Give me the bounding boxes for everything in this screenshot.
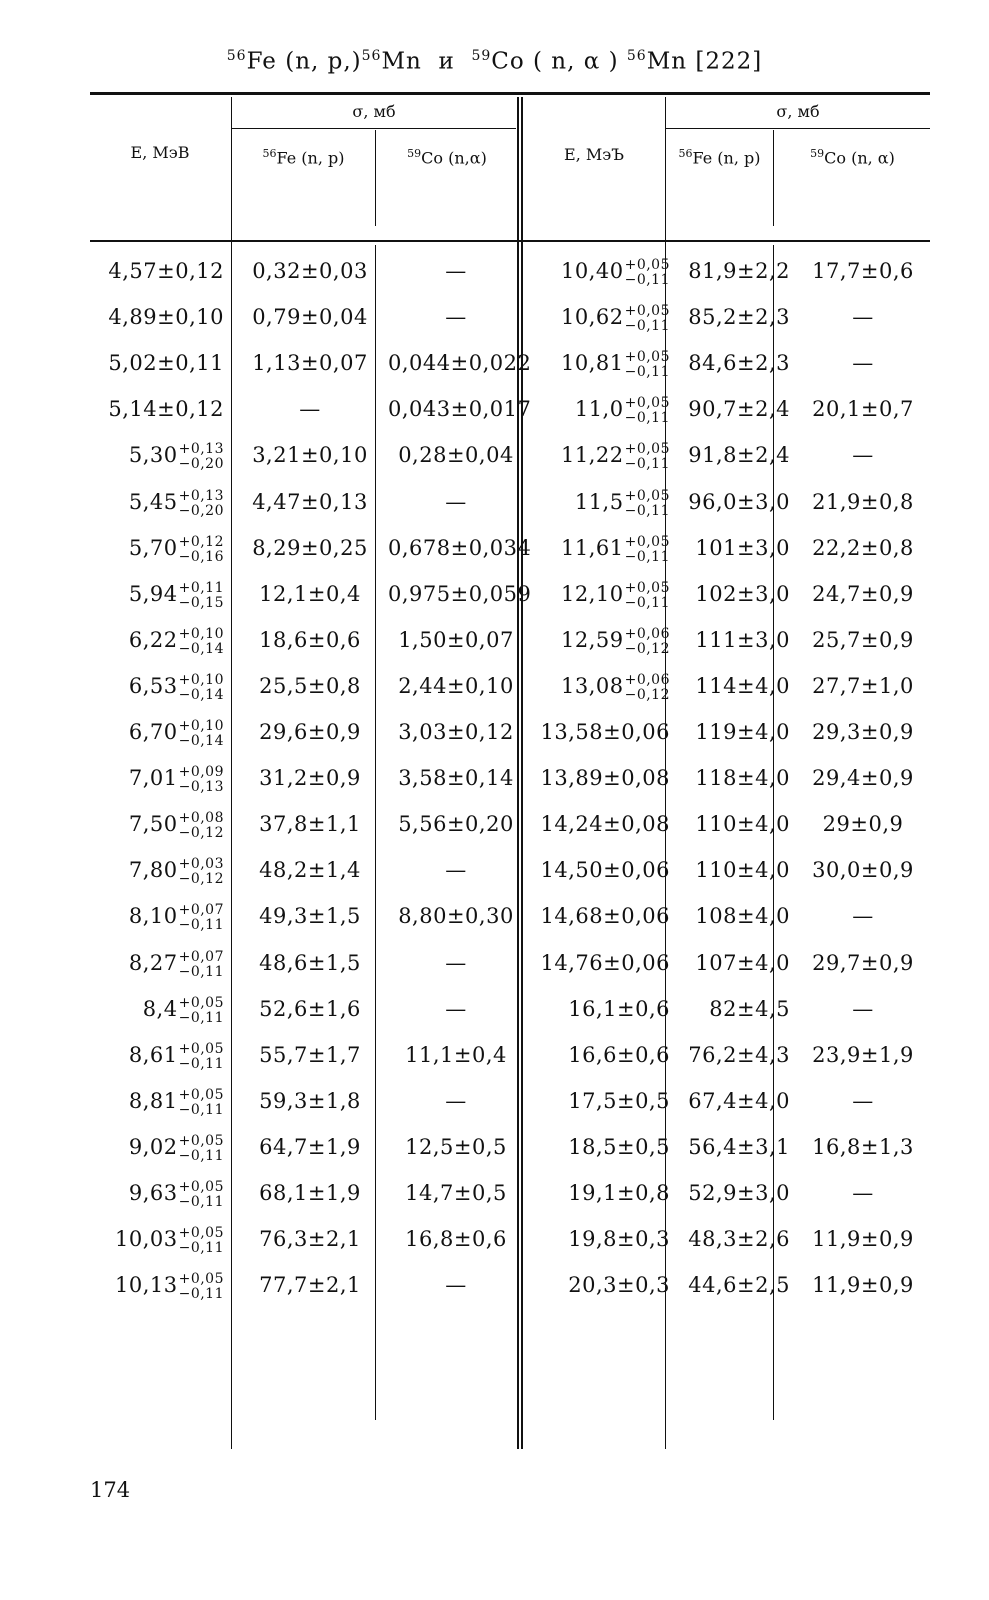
fe-sigma-cell: 101±3,0: [695, 536, 790, 560]
energy-cell: 5,94 +0,11 −0,15: [128, 579, 224, 611]
energy-cell: 11,0 +0,05 −0,11: [574, 394, 670, 426]
fe-sigma-cell: —: [299, 397, 321, 421]
co-sigma-cell: —: [445, 1273, 467, 1297]
co-sigma-cell: 22,2±0,8: [812, 536, 914, 560]
fe-sigma-cell: 55,7±1,7: [259, 1043, 361, 1067]
co-sigma-cell: 30,0±0,9: [812, 858, 914, 882]
page-number: 174: [90, 1478, 131, 1502]
header-co-left: $^{59}$Co (n,α): [407, 147, 487, 168]
fe-sigma-cell: 44,6±2,5: [688, 1273, 790, 1297]
co-sigma-cell: 25,7±0,9: [812, 628, 914, 652]
tolerance: +0,12 −0,16: [178, 533, 224, 565]
energy-cell: 16,1±0,6: [568, 997, 670, 1021]
tolerance: +0,05 −0,11: [624, 348, 670, 380]
fe-sigma-cell: 64,7±1,9: [259, 1135, 361, 1159]
co-sigma-cell: 3,58±0,14: [398, 766, 514, 790]
co-sigma-cell: 8,80±0,30: [398, 904, 514, 928]
fe-sigma-cell: 111±3,0: [695, 628, 790, 652]
co-sigma-cell: 11,9±0,9: [812, 1273, 914, 1297]
co-sigma-cell: —: [852, 1181, 874, 1205]
tolerance: +0,08 −0,12: [178, 809, 224, 841]
column-divider: [375, 130, 376, 226]
fe-sigma-cell: 31,2±0,9: [259, 766, 361, 790]
tolerance: +0,05 −0,11: [178, 994, 224, 1026]
energy-cell: 11,5 +0,05 −0,11: [574, 487, 670, 519]
fe-sigma-cell: 114±4,0: [695, 674, 790, 698]
header-sigma-right: σ, мб: [776, 102, 820, 121]
co-sigma-cell: —: [852, 351, 874, 375]
co-sigma-cell: 0,975±0,059: [388, 582, 532, 606]
fe-sigma-cell: 48,2±1,4: [259, 858, 361, 882]
fe-sigma-cell: 108±4,0: [695, 904, 790, 928]
co-sigma-cell: —: [445, 259, 467, 283]
co-sigma-cell: 14,7±0,5: [405, 1181, 507, 1205]
energy-cell: 10,13 +0,05 −0,11: [114, 1270, 224, 1302]
co-sigma-cell: 23,9±1,9: [812, 1043, 914, 1067]
fe-sigma-cell: 0,79±0,04: [252, 305, 368, 329]
fe-sigma-cell: 48,6±1,5: [259, 951, 361, 975]
fe-sigma-cell: 110±4,0: [695, 858, 790, 882]
energy-cell: 14,76±0,06: [540, 951, 670, 975]
co-sigma-cell: 16,8±0,6: [405, 1227, 507, 1251]
table-title: $^{56}$Fe (n, p,)$^{56}$Mn и $^{59}$Co ( n, α ) $^{56}$Mn [222]: [226, 48, 763, 75]
fe-sigma-cell: 59,3±1,8: [259, 1089, 361, 1113]
header-fe-right: $^{56}$Fe (n, p): [678, 147, 761, 168]
energy-cell: 8,10 +0,07 −0,11: [128, 901, 224, 933]
fe-sigma-cell: 67,4±4,0: [688, 1089, 790, 1113]
energy-cell: 13,08 +0,06 −0,12: [560, 671, 670, 703]
energy-cell: 20,3±0,3: [568, 1273, 670, 1297]
fe-sigma-cell: 118±4,0: [695, 766, 790, 790]
co-sigma-cell: 12,5±0,5: [405, 1135, 507, 1159]
fe-sigma-cell: 25,5±0,8: [259, 674, 361, 698]
energy-cell: 13,58±0,06: [540, 720, 670, 744]
energy-cell: 10,03 +0,05 −0,11: [114, 1224, 224, 1256]
fe-sigma-cell: 81,9±2,2: [688, 259, 790, 283]
tolerance: +0,05 −0,11: [624, 487, 670, 519]
energy-cell: 17,5±0,5: [568, 1089, 670, 1113]
tolerance: +0,07 −0,11: [178, 948, 224, 980]
tolerance: +0,05 −0,11: [624, 256, 670, 288]
tolerance: +0,05 −0,11: [178, 1086, 224, 1118]
fe-sigma-cell: 48,3±2,6: [688, 1227, 790, 1251]
fe-sigma-cell: 49,3±1,5: [259, 904, 361, 928]
energy-cell: 12,59 +0,06 −0,12: [560, 625, 670, 657]
co-sigma-cell: —: [445, 1089, 467, 1113]
energy-cell: 7,80 +0,03 −0,12: [128, 855, 224, 887]
tolerance: +0,07 −0,11: [178, 901, 224, 933]
fe-sigma-cell: 107±4,0: [695, 951, 790, 975]
fe-sigma-cell: 84,6±2,3: [688, 351, 790, 375]
energy-cell: 4,89±0,10: [108, 305, 224, 329]
co-sigma-cell: —: [852, 305, 874, 329]
fe-sigma-cell: 3,21±0,10: [252, 443, 368, 467]
energy-cell: 12,10 +0,05 −0,11: [560, 579, 670, 611]
tolerance: +0,03 −0,12: [178, 855, 224, 887]
co-sigma-cell: 2,44±0,10: [398, 674, 514, 698]
fe-sigma-cell: 77,7±2,1: [259, 1273, 361, 1297]
tolerance: +0,10 −0,14: [178, 671, 224, 703]
co-sigma-cell: 0,678±0,034: [388, 536, 532, 560]
energy-cell: 4,57±0,12: [108, 259, 224, 283]
energy-cell: 8,27 +0,07 −0,11: [128, 948, 224, 980]
co-sigma-cell: —: [852, 443, 874, 467]
fe-sigma-cell: 52,6±1,6: [259, 997, 361, 1021]
energy-cell: 7,50 +0,08 −0,12: [128, 809, 224, 841]
energy-cell: 14,68±0,06: [540, 904, 670, 928]
header-co-right: $^{59}$Co (n, α): [810, 147, 895, 168]
fe-sigma-cell: 76,3±2,1: [259, 1227, 361, 1251]
co-sigma-cell: —: [445, 997, 467, 1021]
co-sigma-cell: —: [445, 305, 467, 329]
tolerance: +0,05 −0,11: [624, 533, 670, 565]
tolerance: +0,11 −0,15: [178, 579, 224, 611]
co-sigma-cell: 11,1±0,4: [405, 1043, 507, 1067]
energy-cell: 11,61 +0,05 −0,11: [560, 533, 670, 565]
energy-cell: 10,40 +0,05 −0,11: [560, 256, 670, 288]
co-sigma-cell: 11,9±0,9: [812, 1227, 914, 1251]
co-sigma-cell: 0,28±0,04: [398, 443, 514, 467]
tolerance: +0,13 −0,20: [178, 440, 224, 472]
fe-sigma-cell: 56,4±3,1: [688, 1135, 790, 1159]
energy-cell: 5,45 +0,13 −0,20: [128, 487, 224, 519]
co-sigma-cell: —: [852, 1089, 874, 1113]
tolerance: +0,05 −0,11: [624, 302, 670, 334]
co-sigma-cell: 27,7±1,0: [812, 674, 914, 698]
co-sigma-cell: —: [445, 858, 467, 882]
co-sigma-cell: 0,044±0,022: [388, 351, 532, 375]
energy-cell: 11,22 +0,05 −0,11: [560, 440, 670, 472]
fe-sigma-cell: 96,0±3,0: [688, 490, 790, 514]
energy-cell: 18,5±0,5: [568, 1135, 670, 1159]
fe-sigma-cell: 52,9±3,0: [688, 1181, 790, 1205]
co-sigma-cell: 0,043±0,017: [388, 397, 532, 421]
fe-sigma-cell: 18,6±0,6: [259, 628, 361, 652]
fe-sigma-cell: 29,6±0,9: [259, 720, 361, 744]
co-sigma-cell: 1,50±0,07: [398, 628, 514, 652]
fe-sigma-cell: 82±4,5: [709, 997, 790, 1021]
header-bottom-rule: [90, 240, 930, 242]
energy-cell: 5,30 +0,13 −0,20: [128, 440, 224, 472]
energy-cell: 19,1±0,8: [568, 1181, 670, 1205]
co-sigma-cell: —: [852, 997, 874, 1021]
energy-cell: 13,89±0,08: [540, 766, 670, 790]
fe-sigma-cell: 119±4,0: [695, 720, 790, 744]
co-sigma-cell: 29,4±0,9: [812, 766, 914, 790]
energy-cell: 5,14±0,12: [108, 397, 224, 421]
tolerance: +0,10 −0,14: [178, 717, 224, 749]
fe-sigma-cell: 110±4,0: [695, 812, 790, 836]
energy-cell: 10,62 +0,05 −0,11: [560, 302, 670, 334]
column-divider: [773, 130, 774, 226]
energy-cell: 5,02±0,11: [108, 351, 224, 375]
energy-cell: 6,22 +0,10 −0,14: [128, 625, 224, 657]
co-sigma-cell: 20,1±0,7: [812, 397, 914, 421]
header-energy-right: E, МэЪ: [564, 145, 624, 164]
sigma-left-rule: [232, 128, 516, 129]
energy-cell: 9,02 +0,05 −0,11: [128, 1132, 224, 1164]
fe-sigma-cell: 91,8±2,4: [688, 443, 790, 467]
fe-sigma-cell: 76,2±4,3: [688, 1043, 790, 1067]
header-energy: E, МэВ: [130, 143, 190, 162]
co-sigma-cell: 29,3±0,9: [812, 720, 914, 744]
co-sigma-cell: 3,03±0,12: [398, 720, 514, 744]
co-sigma-cell: —: [852, 904, 874, 928]
energy-cell: 14,24±0,08: [540, 812, 670, 836]
tolerance: +0,05 −0,11: [624, 579, 670, 611]
energy-cell: 7,01 +0,09 −0,13: [128, 763, 224, 795]
tolerance: +0,05 −0,11: [624, 440, 670, 472]
energy-cell: 10,81 +0,05 −0,11: [560, 348, 670, 380]
co-sigma-cell: 16,8±1,3: [812, 1135, 914, 1159]
tolerance: +0,05 −0,11: [178, 1040, 224, 1072]
tolerance: +0,10 −0,14: [178, 625, 224, 657]
header-sigma-left: σ, мб: [352, 102, 396, 121]
tolerance: +0,05 −0,11: [178, 1224, 224, 1256]
co-sigma-cell: 29±0,9: [822, 812, 904, 836]
fe-sigma-cell: 8,29±0,25: [252, 536, 368, 560]
energy-cell: 8,81 +0,05 −0,11: [128, 1086, 224, 1118]
tolerance: +0,05 −0,11: [178, 1178, 224, 1210]
co-sigma-cell: 24,7±0,9: [812, 582, 914, 606]
column-divider: [231, 97, 232, 1449]
energy-cell: 6,53 +0,10 −0,14: [128, 671, 224, 703]
energy-cell: 14,50±0,06: [540, 858, 670, 882]
sigma-right-rule: [666, 128, 930, 129]
tolerance: +0,09 −0,13: [178, 763, 224, 795]
co-sigma-cell: —: [445, 951, 467, 975]
fe-sigma-cell: 0,32±0,03: [252, 259, 368, 283]
tolerance: +0,05 −0,11: [178, 1270, 224, 1302]
fe-sigma-cell: 90,7±2,4: [688, 397, 790, 421]
fe-sigma-cell: 37,8±1,1: [259, 812, 361, 836]
energy-cell: 5,70 +0,12 −0,16: [128, 533, 224, 565]
tolerance: +0,06 −0,12: [624, 625, 670, 657]
energy-cell: 8,4 +0,05 −0,11: [142, 994, 224, 1026]
fe-sigma-cell: 1,13±0,07: [252, 351, 368, 375]
tolerance: +0,06 −0,12: [624, 671, 670, 703]
energy-cell: 9,63 +0,05 −0,11: [128, 1178, 224, 1210]
co-sigma-cell: 29,7±0,9: [812, 951, 914, 975]
fe-sigma-cell: 85,2±2,3: [688, 305, 790, 329]
co-sigma-cell: 5,56±0,20: [398, 812, 514, 836]
table-top-rule: [90, 92, 930, 95]
tolerance: +0,05 −0,11: [624, 394, 670, 426]
tolerance: +0,13 −0,20: [178, 487, 224, 519]
co-sigma-cell: 17,7±0,6: [812, 259, 914, 283]
energy-cell: 6,70 +0,10 −0,14: [128, 717, 224, 749]
energy-cell: 19,8±0,3: [568, 1227, 670, 1251]
co-sigma-cell: 21,9±0,8: [812, 490, 914, 514]
tolerance: +0,05 −0,11: [178, 1132, 224, 1164]
fe-sigma-cell: 4,47±0,13: [252, 490, 368, 514]
co-sigma-cell: —: [445, 490, 467, 514]
fe-sigma-cell: 68,1±1,9: [259, 1181, 361, 1205]
header-fe-left: $^{56}$Fe (n, p): [262, 147, 345, 168]
fe-sigma-cell: 12,1±0,4: [259, 582, 361, 606]
energy-cell: 16,6±0,6: [568, 1043, 670, 1067]
energy-cell: 8,61 +0,05 −0,11: [128, 1040, 224, 1072]
fe-sigma-cell: 102±3,0: [695, 582, 790, 606]
